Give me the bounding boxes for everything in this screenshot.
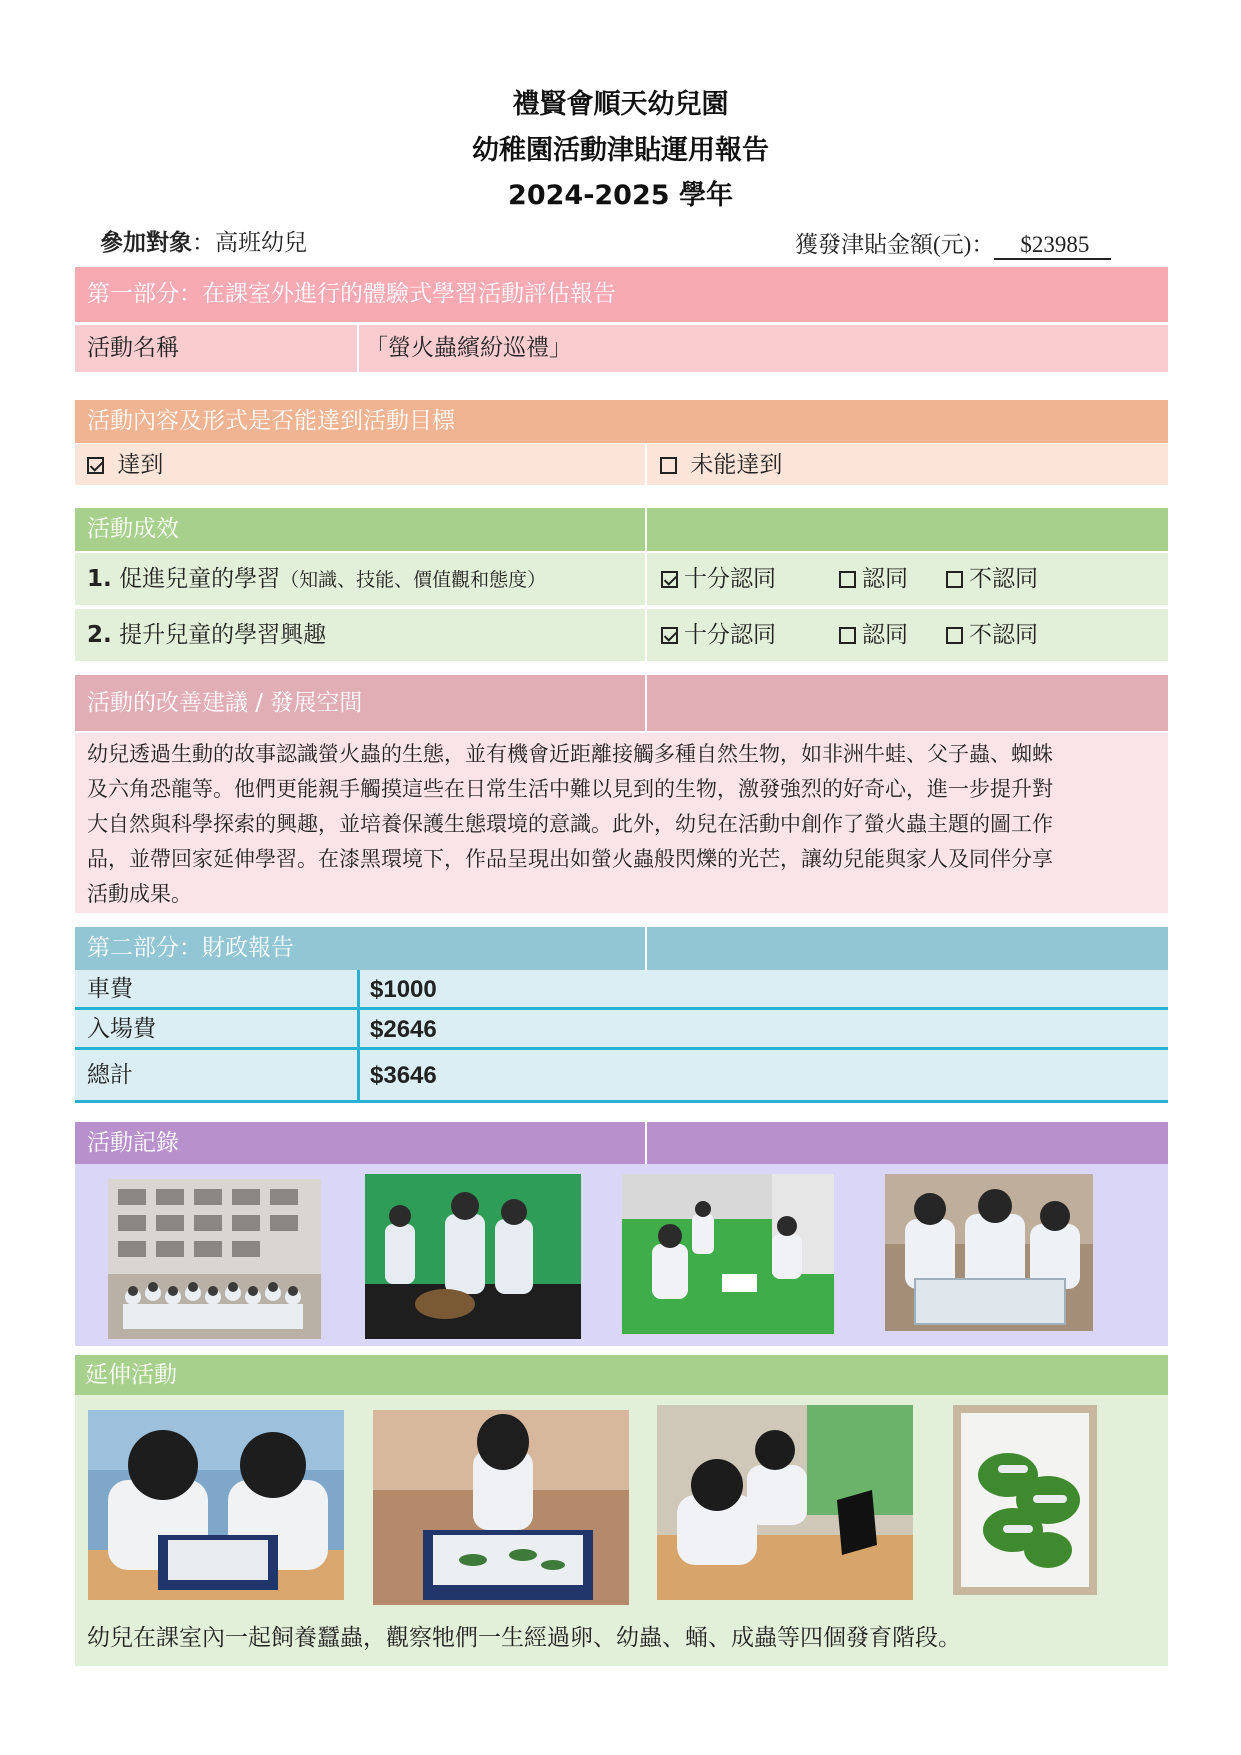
unchecked-box-icon[interactable] — [660, 457, 677, 474]
grant-line — [795, 226, 1111, 260]
rating-label: 不認同 — [969, 622, 1038, 648]
objective-title: 活動內容及形式是否能達到活動目標 — [87, 408, 455, 434]
extension-caption: 幼兒在課室內一起飼養蠶蟲，觀察牠們一生經過卵、幼蟲、蛹、成蟲等四個發育階段。 — [87, 1625, 961, 1651]
improve-body — [75, 733, 1168, 913]
improve-title: 活動的改善建議 / 發展空間 — [87, 690, 363, 716]
improve-line: 幼兒透過生動的故事認識螢火蟲的生態，並有機會近距離接觸多種自然生物，如非洲牛蛙、父子蟲、蜘蛛 — [87, 742, 1053, 766]
column-divider — [645, 444, 647, 485]
activity-name-label: 活動名稱 — [87, 335, 179, 361]
column-divider — [645, 927, 647, 970]
not-achieved-option[interactable] — [660, 454, 782, 477]
rating-agree[interactable] — [839, 568, 908, 591]
column-divider — [645, 675, 647, 731]
finance-header — [75, 927, 1168, 970]
outcome-item-2 — [87, 624, 326, 647]
rating-disagree[interactable] — [946, 624, 1038, 647]
part1-header — [75, 267, 1168, 322]
activity-name-row — [75, 325, 1168, 372]
target-label: 參加對象 — [100, 230, 192, 256]
finance-row — [75, 1050, 1168, 1100]
extension-photo-silkworms — [953, 1405, 1097, 1595]
achieved-option[interactable] — [87, 454, 163, 477]
checked-box-icon[interactable] — [87, 457, 104, 474]
not-achieved-label: 未能達到 — [690, 452, 783, 478]
record-photo-toad — [365, 1174, 581, 1339]
record-photo-group — [108, 1179, 321, 1339]
column-divider — [645, 553, 647, 605]
objective-row — [75, 444, 1168, 485]
rating-label: 不認同 — [969, 566, 1038, 592]
checked-box-icon[interactable] — [661, 571, 678, 588]
finance-column-line — [357, 970, 360, 1103]
report-title: 幼稚園活動津貼運用報告 — [472, 135, 769, 166]
target-value: 高班幼兒 — [215, 230, 307, 256]
improve-line: 及六角恐龍等。他們更能親手觸摸這些在日常生活中難以見到的生物，激發強烈的好奇心，進一步提升對 — [87, 777, 1053, 801]
extension-photo-tablet — [657, 1405, 913, 1600]
outcome-item-1 — [87, 568, 546, 591]
column-divider — [645, 1122, 647, 1164]
finance-label: 入場費 — [87, 1016, 156, 1042]
improve-line: 大自然與科學探索的興趣，並培養保護生態環境的意識。此外，幼兒在活動中創作了螢火蟲主題的圖工作 — [87, 812, 1053, 836]
finance-value: $3646 — [370, 1062, 437, 1089]
records-header — [75, 1122, 1168, 1164]
extension-photo-box — [373, 1410, 629, 1605]
unchecked-box-icon[interactable] — [946, 627, 963, 644]
extension-header — [75, 1355, 1168, 1395]
grant-label: 獲發津貼金額(元)： — [795, 232, 995, 257]
rating-label: 十分認同 — [684, 566, 776, 592]
column-divider — [357, 325, 359, 372]
column-divider — [645, 609, 647, 661]
school-year: 2024-2025 學年 — [508, 180, 733, 211]
finance-title: 第二部分：財政報告 — [87, 935, 294, 961]
finance-divider — [75, 1100, 1168, 1103]
outcome-text: 提升兒童的學習興趣 — [119, 622, 327, 648]
part1-title: 第一部分：在課室外進行的體驗式學習活動評估報告 — [87, 281, 616, 307]
school-name: 禮賢會順天幼兒園 — [512, 89, 729, 120]
checked-box-icon[interactable] — [661, 627, 678, 644]
improve-line: 品，並帶回家延伸學習。在漆黑環境下，作品呈現出如螢火蟲般閃爍的光芒，讓幼兒能與家人及同伴分享 — [87, 847, 1053, 871]
finance-label: 總計 — [87, 1062, 133, 1088]
outcome-title: 活動成效 — [87, 516, 179, 542]
rating-label: 認同 — [862, 566, 908, 592]
finance-value: $1000 — [370, 976, 437, 1003]
finance-label: 車費 — [87, 976, 133, 1002]
rating-agree[interactable] — [839, 624, 908, 647]
activity-name-value: 「螢火蟲繽紛巡禮」 — [365, 335, 572, 361]
record-photo-tank — [885, 1174, 1093, 1331]
finance-value: $2646 — [370, 1016, 437, 1043]
target-separator: ： — [192, 230, 215, 256]
target-line — [100, 224, 307, 257]
column-divider — [645, 508, 647, 551]
outcome-header — [75, 508, 1168, 551]
grant-value: $23985 — [994, 232, 1111, 260]
outcome-note: （知識、技能、價值觀和態度） — [280, 569, 547, 591]
extension-photo-magnifier — [88, 1410, 344, 1600]
improve-header — [75, 675, 1168, 731]
unchecked-box-icon[interactable] — [839, 627, 856, 644]
rating-disagree[interactable] — [946, 568, 1038, 591]
records-title: 活動記錄 — [87, 1130, 179, 1156]
finance-row — [75, 970, 1168, 1007]
extension-title: 延伸活動 — [85, 1362, 177, 1388]
record-photo-grass — [622, 1174, 834, 1334]
objective-header — [75, 400, 1168, 443]
rating-label: 十分認同 — [684, 622, 776, 648]
unchecked-box-icon[interactable] — [946, 571, 963, 588]
outcome-number: 1. — [87, 566, 112, 592]
unchecked-box-icon[interactable] — [839, 571, 856, 588]
rating-label: 認同 — [862, 622, 908, 648]
improve-line: 活動成果。 — [87, 882, 192, 906]
outcome-text: 促進兒童的學習 — [119, 566, 281, 592]
outcome-number: 2. — [87, 622, 112, 648]
rating-strongly-agree[interactable] — [661, 624, 776, 647]
outcome-row-2 — [75, 609, 1168, 661]
achieved-label: 達到 — [117, 452, 164, 478]
rating-strongly-agree[interactable] — [661, 568, 776, 591]
outcome-row-1 — [75, 553, 1168, 605]
finance-row — [75, 1010, 1168, 1047]
